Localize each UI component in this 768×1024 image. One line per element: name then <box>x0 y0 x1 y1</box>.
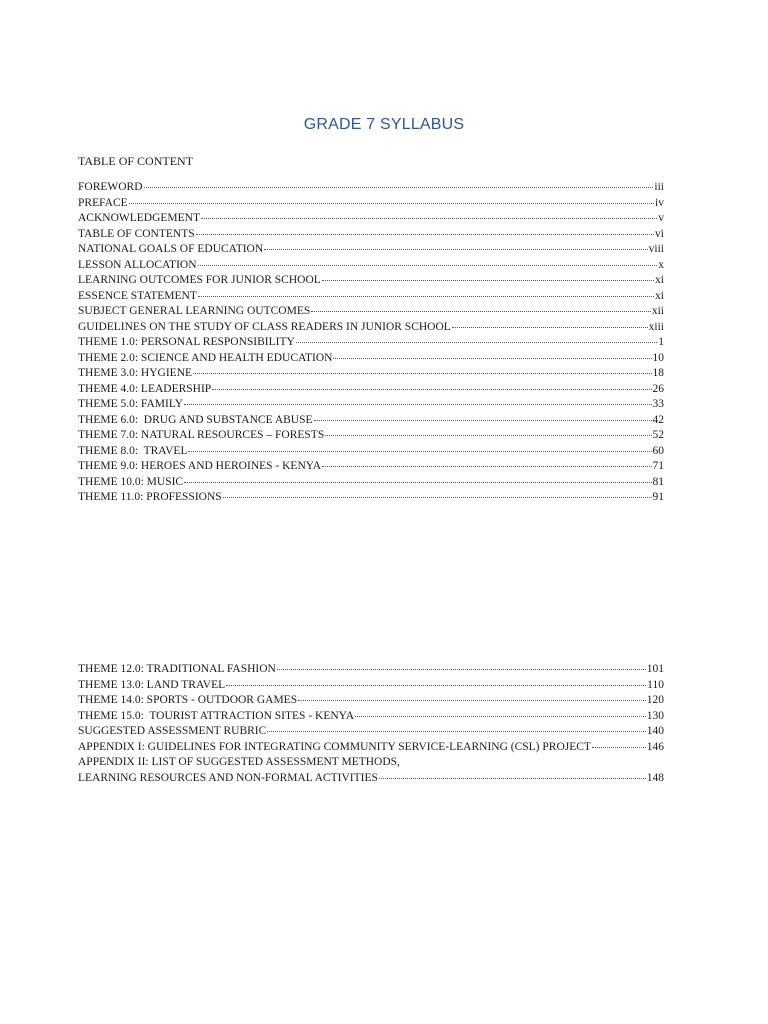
toc-entry-page-number: 10 <box>652 351 664 364</box>
toc-entry[interactable] <box>78 180 664 196</box>
toc-dot-leader <box>452 326 648 328</box>
toc-dot-leader <box>198 295 654 297</box>
toc-dot-leader <box>264 248 647 250</box>
toc-entry[interactable] <box>78 289 664 305</box>
toc-entry[interactable] <box>78 258 664 274</box>
toc-entry-title: ESSENCE STATEMENT <box>78 289 197 302</box>
toc-dot-leader <box>188 450 651 452</box>
toc-entry[interactable] <box>78 662 664 678</box>
toc-entry-page-number: xii <box>651 305 664 317</box>
toc-entry-title: THEME 15.0: TOURIST ATTRACTION SITES - KENYA <box>78 709 355 722</box>
toc-entry[interactable] <box>78 693 664 709</box>
toc-dot-leader <box>355 715 646 717</box>
toc-entry[interactable] <box>78 242 664 258</box>
toc-dot-leader <box>129 202 654 204</box>
toc-dot-leader <box>322 465 651 467</box>
toc-entry[interactable] <box>78 366 664 382</box>
toc-entry-title: THEME 8.0: TRAVEL <box>78 444 188 457</box>
toc-list-part-1 <box>78 180 664 506</box>
toc-dot-leader <box>184 481 651 483</box>
toc-entry-title: THEME 9.0: HEROES AND HEROINES - KENYA <box>78 460 322 472</box>
toc-entry-title: LESSON ALLOCATION <box>78 258 197 271</box>
toc-entry-title: PREFACE <box>78 196 128 209</box>
toc-entry-title: THEME 7.0: NATURAL RESOURCES – FORESTS <box>78 429 325 441</box>
toc-dot-leader <box>311 310 651 312</box>
toc-entry[interactable] <box>78 397 664 413</box>
toc-entry-title: TABLE OF CONTENTS <box>78 227 195 240</box>
toc-list-part-2 <box>78 662 664 786</box>
toc-entry-page-number: x <box>658 258 664 271</box>
page-title: GRADE 7 SYLLABUS <box>303 116 465 133</box>
toc-dot-leader <box>144 186 654 188</box>
toc-entry[interactable] <box>78 724 664 740</box>
toc-entry[interactable] <box>78 428 664 444</box>
toc-entry-page-number: 148 <box>646 771 664 784</box>
toc-entry[interactable] <box>78 196 664 212</box>
toc-dot-leader <box>379 777 646 779</box>
toc-dot-leader <box>212 388 651 390</box>
toc-entry-page-number: 120 <box>646 694 664 706</box>
toc-entry-title: GUIDELINES ON THE STUDY OF CLASS READERS IN JUNIOR SCHOOL <box>78 320 451 333</box>
toc-entry[interactable] <box>78 475 664 491</box>
toc-dot-leader <box>325 434 651 436</box>
toc-dot-leader <box>184 403 651 405</box>
toc-entry-page-number: 18 <box>652 367 664 379</box>
toc-entry[interactable] <box>78 382 664 398</box>
toc-entry[interactable] <box>78 413 664 429</box>
toc-entry[interactable] <box>78 320 664 336</box>
toc-dot-leader <box>267 730 645 732</box>
toc-entry-title: THEME 1.0: PERSONAL RESPONSIBILITY <box>78 336 295 348</box>
toc-entry-page-number: iii <box>654 181 664 193</box>
toc-entry-page-number: 130 <box>646 709 664 722</box>
toc-entry-page-number: xi <box>655 289 664 302</box>
toc-entry[interactable] <box>78 211 664 227</box>
toc-entry-page-number: xiii <box>648 320 664 333</box>
toc-entry[interactable] <box>78 740 664 756</box>
toc-entry-page-number: iv <box>655 196 664 209</box>
toc-entry[interactable] <box>78 444 664 460</box>
toc-entry-page-number: 91 <box>652 491 664 503</box>
toc-dot-leader <box>193 372 651 374</box>
toc-entry-page-number: 60 <box>652 444 664 457</box>
toc-entry-title: LEARNING OUTCOMES FOR JUNIOR SCHOOL <box>78 274 321 286</box>
toc-entry-title: THEME 6.0: DRUG AND SUBSTANCE ABUSE <box>78 413 313 426</box>
toc-dot-leader <box>226 684 646 686</box>
toc-entry-title: THEME 2.0: SCIENCE AND HEALTH EDUCATION <box>78 351 333 364</box>
toc-entry[interactable] <box>78 459 664 475</box>
toc-entry-title: SUGGESTED ASSESSMENT RUBRIC <box>78 725 267 737</box>
toc-entry-page-number: 26 <box>652 382 664 395</box>
toc-entry-page-number: 101 <box>646 663 664 675</box>
toc-entry-title: THEME 11.0: PROFESSIONS <box>78 491 222 503</box>
toc-entry-page-number: 33 <box>652 398 664 410</box>
toc-entry-title: THEME 3.0: HYGIENE <box>78 367 193 379</box>
toc-entry[interactable] <box>78 304 664 320</box>
toc-entry-page-number: viii <box>648 243 664 255</box>
toc-entry-title: THEME 5.0: FAMILY <box>78 398 184 410</box>
toc-heading: TABLE OF CONTENT <box>78 154 194 168</box>
toc-dot-leader <box>333 357 651 359</box>
toc-entry-title: NATIONAL GOALS OF EDUCATION <box>78 243 264 255</box>
toc-entry-title: THEME 13.0: LAND TRAVEL <box>78 678 226 691</box>
toc-entry-title: APPENDIX II: LIST OF SUGGESTED ASSESSMENT METHODS, <box>78 756 400 768</box>
toc-dot-leader <box>296 341 657 343</box>
toc-dot-leader <box>298 699 646 701</box>
toc-entry-title: THEME 12.0: TRADITIONAL FASHION <box>78 663 276 675</box>
toc-dot-leader <box>223 496 652 498</box>
toc-entry-page-number: 42 <box>652 413 664 426</box>
toc-entry-page-number: vi <box>655 227 664 240</box>
toc-entry-page-number: 1 <box>658 336 664 348</box>
toc-dot-leader <box>201 217 657 219</box>
toc-entry-title: FOREWORD <box>78 181 143 193</box>
toc-entry-title: SUBJECT GENERAL LEARNING OUTCOMES <box>78 305 311 317</box>
toc-entry-title: THEME 10.0: MUSIC <box>78 475 184 488</box>
toc-entry-title: APPENDIX I: GUIDELINES FOR INTEGRATING COMMUNITY SERVICE-LEARNING (CSL) PROJECT <box>78 740 591 753</box>
toc-entry[interactable] <box>78 227 664 243</box>
toc-entry-title: THEME 14.0: SPORTS - OUTDOOR GAMES <box>78 694 298 706</box>
toc-dot-leader <box>314 419 652 421</box>
toc-dot-leader <box>592 746 646 748</box>
toc-entry[interactable] <box>78 771 664 787</box>
toc-entry-title: ACKNOWLEDGEMENT <box>78 212 201 224</box>
toc-entry[interactable] <box>78 351 664 367</box>
toc-dot-leader <box>322 279 654 281</box>
toc-dot-leader <box>198 264 658 266</box>
toc-entry[interactable] <box>78 678 664 694</box>
toc-entry-page-number: 81 <box>652 475 664 488</box>
toc-dot-leader <box>277 668 646 670</box>
toc-entry-page-number: v <box>658 212 664 224</box>
toc-entry[interactable] <box>78 709 664 725</box>
toc-entry-title: LEARNING RESOURCES AND NON-FORMAL ACTIVITIES <box>78 771 378 784</box>
toc-entry[interactable] <box>78 490 664 506</box>
toc-entry-page-number: xi <box>655 274 664 286</box>
toc-entry-title: THEME 4.0: LEADERSHIP <box>78 382 212 395</box>
toc-entry-page-number: 146 <box>646 740 664 753</box>
toc-entry-page-number: 140 <box>646 725 664 737</box>
toc-entry-page-number: 71 <box>652 460 664 472</box>
toc-entry-page-number: 52 <box>652 429 664 441</box>
toc-entry[interactable] <box>78 273 664 289</box>
toc-dot-leader <box>196 233 654 235</box>
toc-entry[interactable] <box>78 335 664 351</box>
toc-entry[interactable] <box>78 755 664 771</box>
toc-entry-page-number: 110 <box>647 678 664 691</box>
